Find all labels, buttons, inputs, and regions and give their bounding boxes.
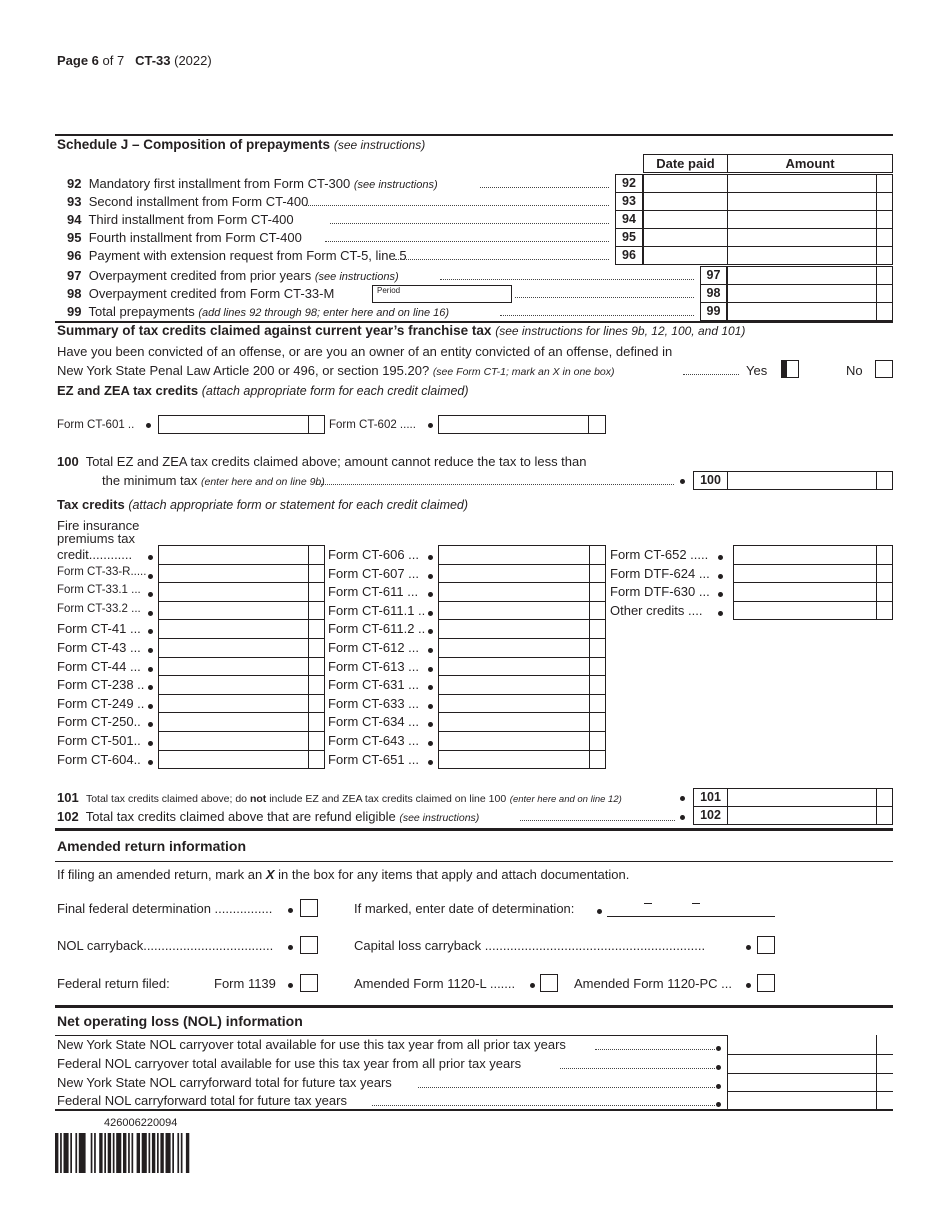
bullet-icon: [530, 983, 535, 988]
line-number-box: 99: [700, 302, 727, 321]
bullet-icon: [288, 908, 293, 913]
form-1139-checkbox[interactable]: [300, 974, 318, 992]
barcode-bar: [116, 1133, 121, 1173]
ez-form-label: Form CT-602 .....: [329, 419, 416, 431]
amount-input[interactable]: [727, 284, 893, 303]
bullet-icon: [148, 741, 153, 746]
line-100-text: 100 Total EZ and ZEA tax credits claimed above; amount cannot reduce the tax to less than: [57, 454, 587, 469]
bullet-icon: [718, 611, 723, 616]
credit-form-label: Form CT-611.2 ..: [328, 621, 426, 637]
bullet-icon: [148, 704, 153, 709]
date-label: If marked, enter date of determination:: [354, 901, 575, 916]
barcode-bar: [132, 1133, 134, 1173]
date-input[interactable]: [607, 916, 775, 917]
bullet-icon: [716, 1046, 721, 1051]
bullet-icon: [597, 909, 602, 914]
final-fed-checkbox[interactable]: [300, 899, 318, 917]
credit-amount-input[interactable]: [438, 601, 606, 621]
line-number-box: 101: [693, 788, 728, 807]
divider: [55, 861, 893, 862]
fire-insurance-label: Fire insurance premiums tax: [57, 518, 140, 546]
barcode-bar: [99, 1133, 102, 1173]
credit-amount-input[interactable]: [438, 582, 606, 602]
credit-amount-input[interactable]: [158, 750, 325, 770]
no-label: No: [846, 363, 863, 378]
date-paid-input[interactable]: [643, 246, 728, 265]
date-separator: [644, 903, 652, 904]
bullet-icon: [428, 648, 433, 653]
nol-amount-input[interactable]: [727, 1073, 893, 1092]
bullet-icon: [746, 983, 751, 988]
leader: [683, 374, 739, 375]
credit-form-label: Form CT-611 ...: [328, 584, 419, 600]
barcode-bar: [137, 1133, 140, 1173]
bullet-icon: [148, 555, 153, 560]
leader: [440, 279, 694, 280]
line-101-amount-input[interactable]: [727, 788, 893, 807]
credit-form-label: Form CT-33-R.....: [57, 565, 147, 578]
amended-title: Amended return information: [57, 838, 247, 854]
leader: [560, 1068, 715, 1069]
credit-amount-input[interactable]: [158, 638, 325, 658]
barcode-icon: [55, 1133, 241, 1173]
amount-input[interactable]: [727, 266, 893, 285]
no-checkbox[interactable]: [875, 360, 893, 378]
credit-form-label: Form CT-604..: [57, 751, 141, 767]
credit-amount-input[interactable]: [158, 564, 325, 584]
line-number-box: 98: [700, 284, 727, 303]
divider: [55, 1005, 893, 1008]
amount-input[interactable]: [727, 174, 893, 193]
leader: [480, 187, 609, 188]
ct602-amount-input[interactable]: [438, 415, 606, 434]
conviction-question: Have you been convicted of an offense, or are you an owner of an entity convicted of an offense, defined in: [57, 344, 673, 359]
line-100-text-2: the minimum tax (enter here and on line 9b): [102, 473, 325, 488]
bullet-icon: [680, 815, 685, 820]
bullet-icon: [428, 629, 433, 634]
credit-amount-input[interactable]: [158, 657, 325, 677]
line-number-box: 94: [615, 210, 643, 229]
bullet-icon: [716, 1102, 721, 1107]
divider: [55, 134, 893, 136]
amount-input[interactable]: [727, 210, 893, 229]
barcode-bar: [104, 1133, 106, 1173]
barcode-bar: [181, 1133, 183, 1173]
bullet-icon: [718, 555, 723, 560]
credit-form-label: Form CT-44 ...: [57, 658, 141, 674]
date-paid-input[interactable]: [643, 210, 728, 229]
credit-amount-input[interactable]: [733, 601, 893, 621]
bullet-icon: [148, 592, 153, 597]
credit-amount-input[interactable]: [158, 601, 325, 621]
line-number-box: 93: [615, 192, 643, 211]
nol-row-label: Federal NOL carryover total available for use this tax year from all prior tax years: [57, 1055, 522, 1071]
credit-amount-input[interactable]: [733, 582, 893, 602]
leader: [500, 315, 694, 316]
credit-amount-input[interactable]: [438, 675, 606, 695]
bullet-icon: [146, 423, 151, 428]
credit-form-label: Form CT-33.2 ...: [57, 602, 141, 615]
bullet-icon: [148, 574, 153, 579]
barcode-bar: [128, 1133, 130, 1173]
ez-form-label: Form CT-601 ..: [57, 419, 135, 431]
credit-form-label: Form CT-43 ...: [57, 640, 141, 655]
barcode-bar: [64, 1133, 69, 1173]
bullet-icon: [716, 1065, 721, 1070]
amount-input[interactable]: [727, 302, 893, 321]
credit-amount-input[interactable]: [438, 731, 606, 751]
credit-form-label: Form CT-652 .....: [610, 547, 709, 562]
credit-form-label: Other credits ....: [610, 602, 703, 618]
nol-row-label: New York State NOL carryover total available for use this tax year from all prior tax years: [57, 1037, 566, 1052]
credit-form-label: Form CT-613 ...: [328, 658, 420, 674]
leader: [395, 259, 609, 260]
credit-form-label: Form CT-634 ...: [328, 714, 420, 730]
line-number-box: 92: [615, 174, 643, 193]
barcode-bar: [157, 1133, 159, 1173]
bullet-icon: [680, 479, 685, 484]
bullet-icon: [428, 722, 433, 727]
line-95-label: 95 Fourth installment from Form CT-400: [67, 230, 302, 245]
ct601-amount-input[interactable]: [158, 415, 325, 434]
bullet-icon: [718, 592, 723, 597]
leader: [418, 1087, 715, 1088]
barcode-number: 426006220094: [104, 1117, 178, 1129]
line-98-label: 98 Overpayment credited from Form CT-33-M: [67, 286, 335, 301]
period-label: Period: [377, 286, 401, 295]
bullet-icon: [148, 629, 153, 634]
credit-form-label: Form CT-633 ...: [328, 695, 420, 711]
line-102-text: 102 Total tax credits claimed above that are refund eligible (see instructions): [57, 809, 480, 824]
barcode-bar: [79, 1133, 86, 1173]
bullet-icon: [428, 667, 433, 672]
line-94-label: 94 Third installment from Form CT-400: [67, 212, 294, 227]
bullet-icon: [718, 574, 723, 579]
bullet-icon: [680, 796, 685, 801]
ez-title: EZ and ZEA tax credits (attach appropriate form for each credit claimed): [57, 383, 469, 398]
credit-form-label: Form DTF-624 ...: [610, 565, 710, 581]
capital-loss-checkbox[interactable]: [757, 936, 775, 954]
bullet-icon: [148, 667, 153, 672]
line-99-label: 99 Total prepayments (add lines 92 through 98; enter here and on line 16): [67, 304, 450, 319]
date-paid-input[interactable]: [643, 228, 728, 247]
page-header: Page 6 of 7 CT-33 (2022): [57, 53, 212, 68]
bullet-icon: [428, 423, 433, 428]
leader: [372, 1105, 715, 1106]
credit-form-label: Form CT-643 ...: [328, 733, 420, 748]
barcode-bar: [186, 1133, 189, 1173]
credit-form-label: Form CT-33.1 ...: [57, 584, 141, 597]
credit-amount-input[interactable]: [733, 564, 893, 584]
barcode-bar: [172, 1133, 174, 1173]
credit-amount-input[interactable]: [438, 545, 606, 565]
bullet-icon: [148, 648, 153, 653]
capital-loss-label: Capital loss carryback .............................................................: [354, 938, 706, 953]
date-separator: [692, 903, 700, 904]
conviction-question-2: New York State Penal Law Article 200 or 496, or section 195.20? (see Form CT-1; mark an X in one box): [57, 363, 615, 378]
credit-amount-input[interactable]: [438, 619, 606, 639]
line-96-label: 96 Payment with extension request from Form CT-5, line 5: [67, 248, 407, 263]
col-amount: Amount: [727, 154, 893, 173]
barcode-bar: [160, 1133, 163, 1173]
divider: [55, 828, 893, 831]
credit-form-label: Form CT-607 ...: [328, 565, 420, 581]
line-100-amount-input[interactable]: [727, 471, 893, 490]
bullet-icon: [428, 592, 433, 597]
divider: [55, 1035, 727, 1036]
credit-form-label: Form CT-612 ...: [328, 640, 420, 655]
leader: [515, 297, 694, 298]
bullet-icon: [428, 611, 433, 616]
barcode-bar: [108, 1133, 111, 1173]
barcode-bar: [94, 1133, 96, 1173]
final-fed-label: Final federal determination ................: [57, 901, 273, 916]
bullet-icon: [716, 1084, 721, 1089]
bullet-icon: [288, 945, 293, 950]
barcode-bar: [123, 1133, 126, 1173]
amount-input[interactable]: [727, 228, 893, 247]
credit-amount-input[interactable]: [158, 675, 325, 695]
credit-amount-input[interactable]: [438, 694, 606, 714]
bullet-icon: [746, 945, 751, 950]
amount-input[interactable]: [727, 192, 893, 211]
federal-filed-label: Federal return filed:: [57, 976, 170, 991]
period-input[interactable]: [372, 285, 512, 303]
nol-carryback-label: NOL carryback....................................: [57, 938, 274, 953]
credit-form-label: Form CT-611.1 ..: [328, 602, 426, 618]
leader: [325, 241, 609, 242]
credit-form-label: Form CT-501..: [57, 733, 141, 748]
form-1120l-label: Amended Form 1120-L .......: [354, 976, 516, 991]
divider: [55, 1109, 893, 1111]
line-number-box: 97: [700, 266, 727, 285]
barcode-bar: [91, 1133, 93, 1173]
credit-amount-input[interactable]: [733, 545, 893, 565]
credit-amount-input[interactable]: [438, 712, 606, 732]
col-date-paid: Date paid: [643, 154, 728, 173]
form-1120l-checkbox[interactable]: [540, 974, 558, 992]
credit-form-label: Form DTF-630 ...: [610, 584, 710, 600]
credit-form-label: Form CT-249 ..: [57, 695, 145, 711]
line-102-amount-input[interactable]: [727, 806, 893, 825]
nol-row-label: New York State NOL carryforward total for future tax years: [57, 1074, 392, 1090]
nol-carryback-checkbox[interactable]: [300, 936, 318, 954]
line-number-box: 95: [615, 228, 643, 247]
barcode-bar: [75, 1133, 77, 1173]
bullet-icon: [288, 983, 293, 988]
credit-form-label: Form CT-41 ...: [57, 621, 141, 637]
credit-form-label: Form CT-250..: [57, 714, 141, 730]
credit-amount-input[interactable]: [158, 694, 325, 714]
credit-amount-input[interactable]: [158, 545, 325, 565]
credit-amount-input[interactable]: [158, 582, 325, 602]
bullet-icon: [428, 555, 433, 560]
date-paid-input[interactable]: [643, 192, 728, 211]
credit-form-label: Form CT-238 ..: [57, 677, 145, 693]
credit-form-label: Form CT-606 ...: [328, 547, 420, 562]
form-1139-label: Form 1139: [214, 976, 276, 991]
bullet-icon: [148, 760, 153, 765]
bullet-icon: [428, 760, 433, 765]
credit-amount-input[interactable]: [438, 638, 606, 658]
credit-amount-input[interactable]: [158, 731, 325, 751]
leader: [305, 205, 609, 206]
nol-row-label: Federal NOL carryforward total for future tax years: [57, 1093, 347, 1109]
bullet-icon: [428, 574, 433, 579]
leader: [316, 484, 674, 485]
line-number-box: 100: [693, 471, 728, 490]
form-1120pc-checkbox[interactable]: [757, 974, 775, 992]
barcode-bar: [55, 1133, 58, 1173]
barcode-bar: [149, 1133, 151, 1173]
credit-amount-input[interactable]: [438, 564, 606, 584]
credit-form-label: Form CT-631 ...: [328, 677, 420, 693]
barcode-bar: [152, 1133, 155, 1173]
nol-amount-input[interactable]: [727, 1035, 893, 1054]
bullet-icon: [148, 685, 153, 690]
credit-amount-input[interactable]: [158, 619, 325, 639]
summary-title: Summary of tax credits claimed against current year’s franchise tax (see instructions for lines 9b, 12, 100, and 101): [57, 323, 746, 338]
yes-label: Yes: [746, 363, 768, 378]
credit-amount-input[interactable]: [438, 657, 606, 677]
leader: [595, 1049, 715, 1050]
bullet-icon: [428, 741, 433, 746]
credit-amount-input[interactable]: [438, 750, 606, 770]
line-number-box: 102: [693, 806, 728, 825]
nol-title: Net operating loss (NOL) information: [57, 1013, 303, 1029]
line-97-label: 97 Overpayment credited from prior years (see instructions): [67, 268, 399, 283]
amended-intro: If filing an amended return, mark an X in the box for any items that apply and attach documentation.: [57, 867, 630, 882]
yes-checkbox[interactable]: [781, 360, 799, 378]
barcode-bar: [142, 1133, 147, 1173]
tax-credits-title: Tax credits (attach appropriate form or statement for each credit claimed): [57, 497, 469, 512]
credit-form-label: credit............: [57, 547, 133, 562]
leader: [330, 223, 609, 224]
bullet-icon: [428, 685, 433, 690]
line-number-box: 96: [615, 246, 643, 265]
barcode-bar: [70, 1133, 72, 1173]
line-92-label: 92 Mandatory first installment from Form CT-300 (see instructions): [67, 176, 438, 191]
line-93-label: 93 Second installment from Form CT-400: [67, 194, 309, 209]
barcode-bar: [166, 1133, 171, 1173]
bullet-icon: [148, 611, 153, 616]
schedule-j-title: Schedule J – Composition of prepayments (see instructions): [57, 137, 426, 152]
barcode-bar: [60, 1133, 62, 1173]
form-1120pc-label: Amended Form 1120-PC ...: [574, 976, 732, 991]
bullet-icon: [148, 722, 153, 727]
leader: [520, 820, 675, 821]
amount-input[interactable]: [727, 246, 893, 265]
barcode-bar: [177, 1133, 179, 1173]
nol-amount-input[interactable]: [727, 1091, 893, 1110]
credit-amount-input[interactable]: [158, 712, 325, 732]
nol-amount-input[interactable]: [727, 1054, 893, 1073]
date-paid-input[interactable]: [643, 174, 728, 193]
line-101-text: 101 Total tax credits claimed above; do not include EZ and ZEA tax credits claimed on line 100 (enter here and on line 12): [57, 790, 622, 805]
barcode-bar: [113, 1133, 115, 1173]
credit-form-label: Form CT-651 ...: [328, 751, 420, 767]
bullet-icon: [428, 704, 433, 709]
